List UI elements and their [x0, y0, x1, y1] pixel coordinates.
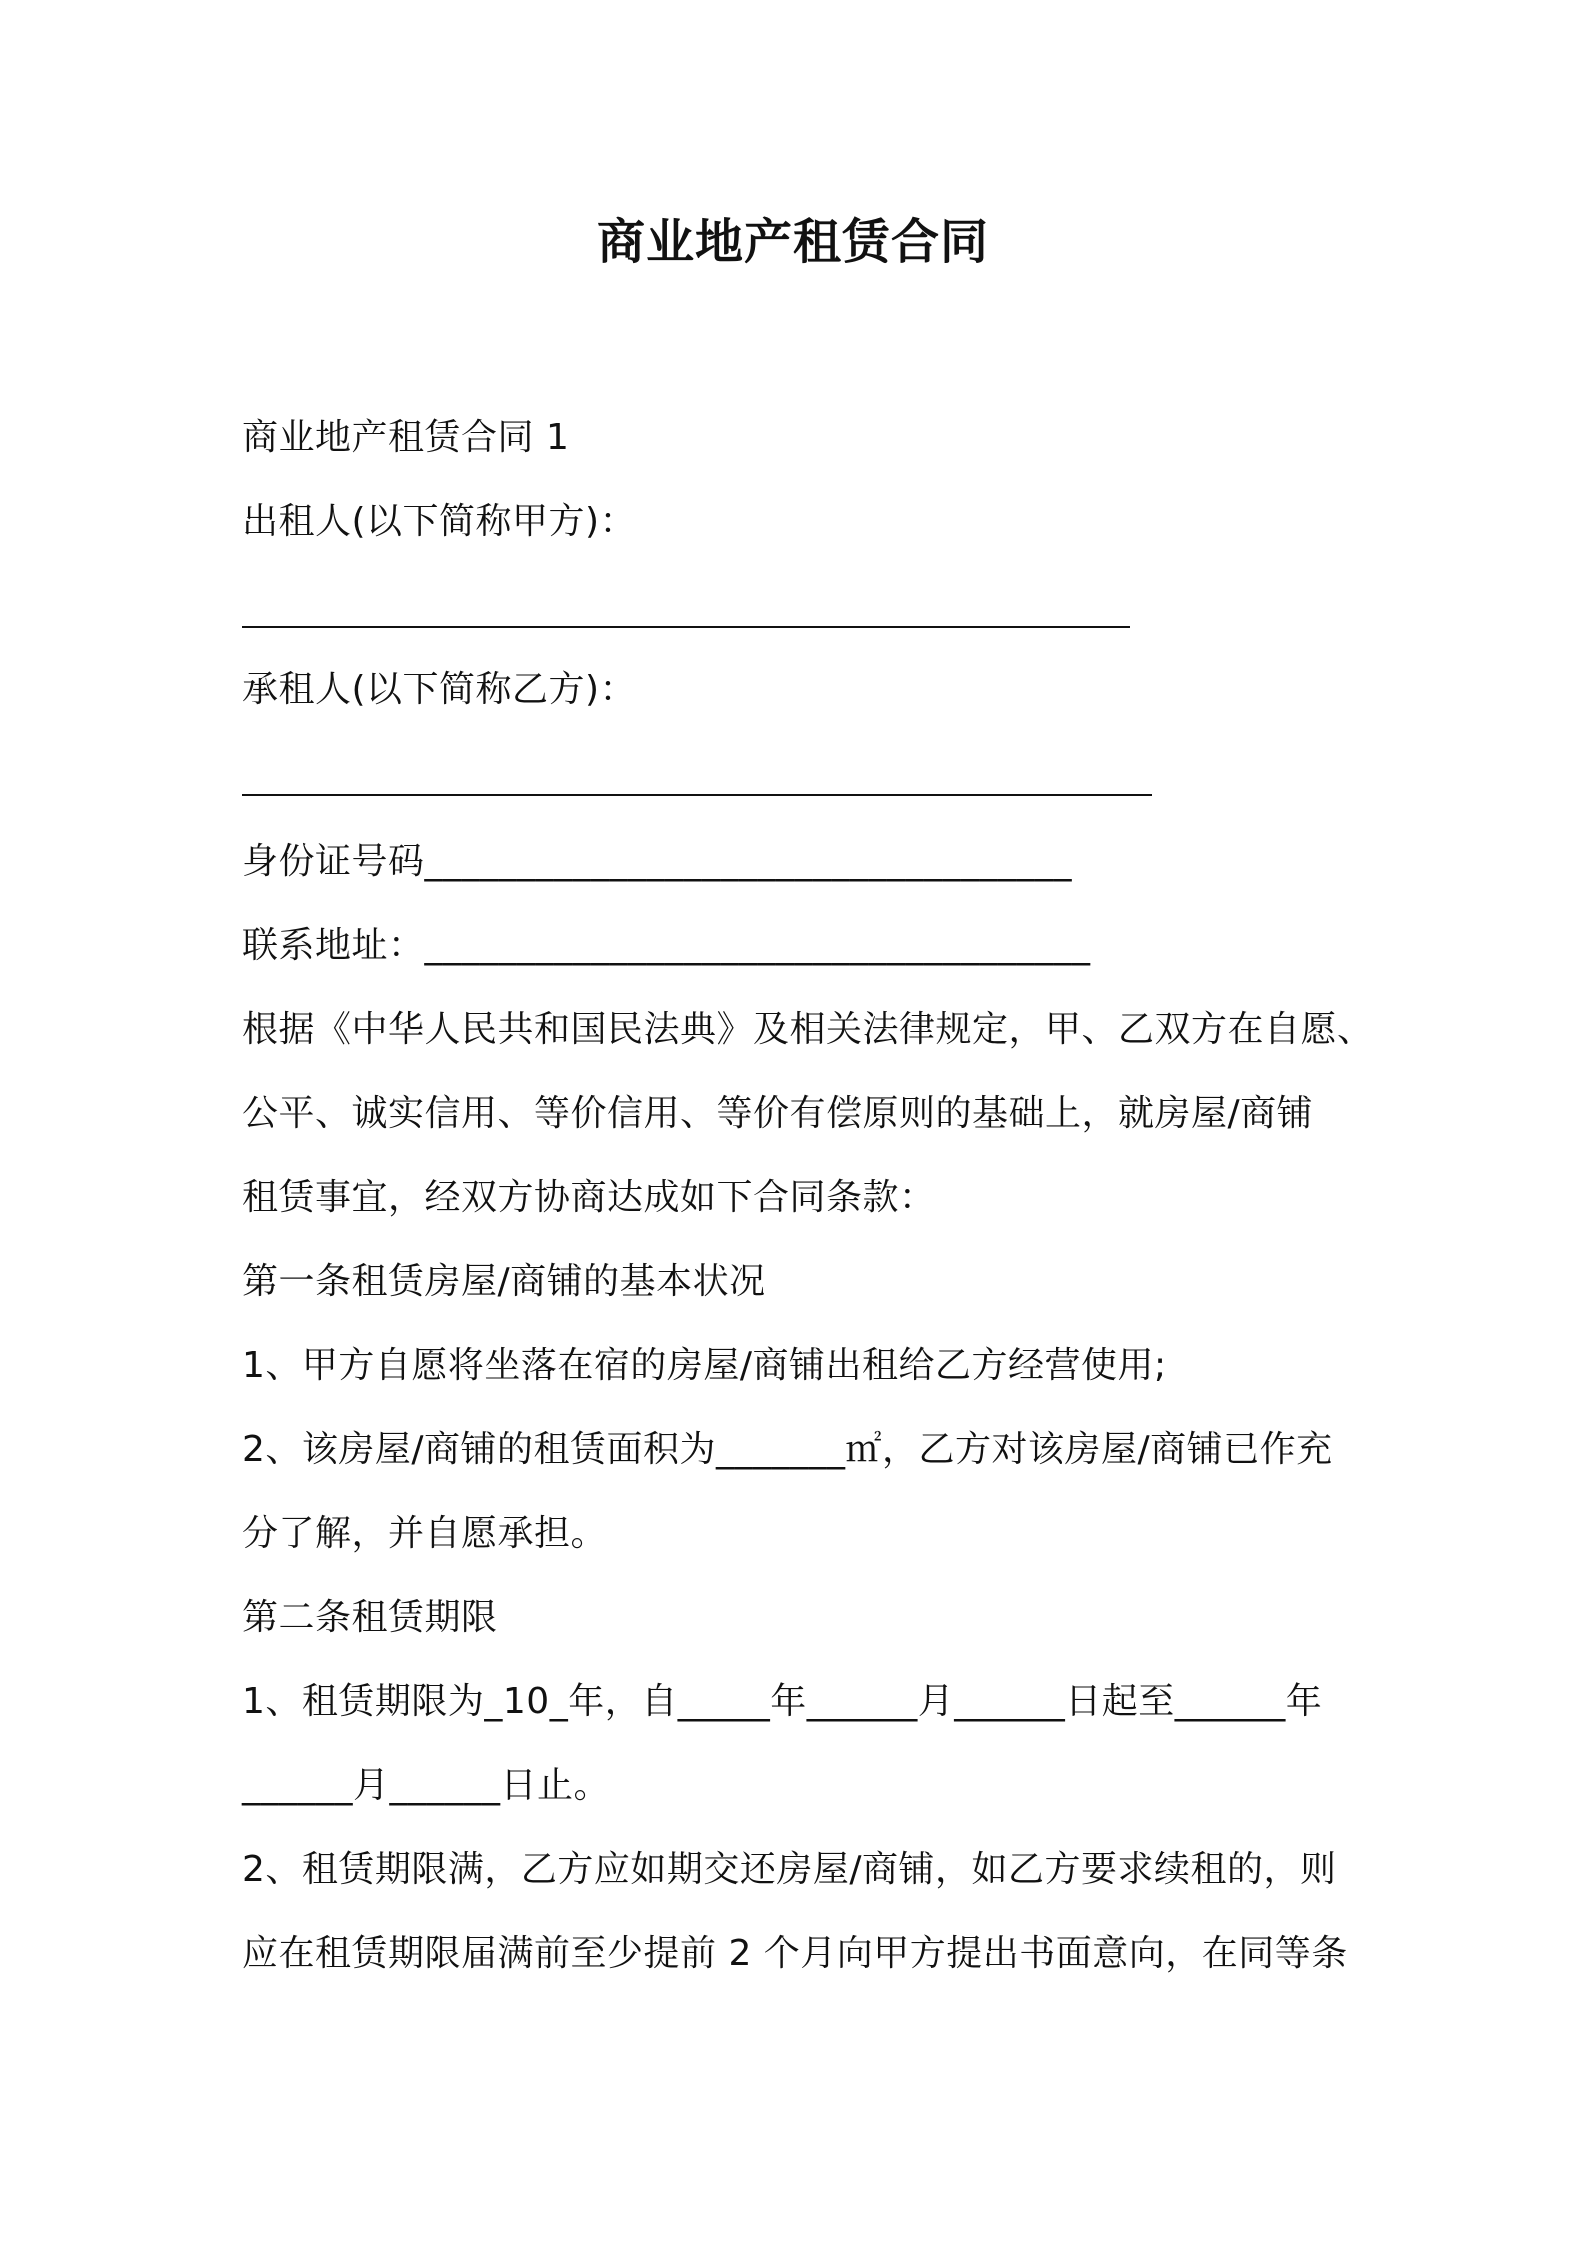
lessee-blank-line — [242, 794, 1152, 796]
clause-line: 2、该房屋/商铺的租赁面积为_______㎡，乙方对该房屋/商铺已作充 — [242, 1429, 1333, 1470]
article-heading: 第二条租赁期限 — [242, 1597, 498, 1638]
clause-line: 1、租赁期限为_10_年，自_____年______月______日起至______年 — [242, 1681, 1323, 1722]
clause-line: 2、租赁期限满，乙方应如期交还房屋/商铺，如乙方要求续租的，则 — [242, 1849, 1337, 1890]
id-number-line: 身份证号码___________________________________ — [242, 841, 1073, 882]
article-heading: 第一条租赁房屋/商铺的基本状况 — [242, 1261, 766, 1302]
contract-subtitle: 商业地产租赁合同 1 — [242, 417, 570, 458]
lessor-blank-line — [242, 626, 1130, 628]
paragraph-line: 公平、诚实信用、等价信用、等价有偿原则的基础上，就房屋/商铺 — [242, 1093, 1314, 1134]
contact-address-line: 联系地址：____________________________________ — [242, 925, 1091, 966]
lessor-label: 出租人(以下简称甲方)： — [242, 501, 637, 542]
paragraph-line: 租赁事宜，经双方协商达成如下合同条款： — [242, 1177, 936, 1218]
clause-line: 应在租赁期限届满前至少提前 2 个月向甲方提出书面意向，在同等条 — [242, 1933, 1348, 1974]
document-title: 商业地产租赁合同 — [596, 214, 989, 270]
clause-line: 1、甲方自愿将坐落在宿的房屋/商铺出租给乙方经营使用; — [242, 1345, 1167, 1386]
paragraph-line: 根据《中华人民共和国民法典》及相关法律规定，甲、乙双方在自愿、 — [242, 1009, 1374, 1050]
clause-line: ______月______日止。 — [242, 1765, 611, 1806]
clause-line: 分了解，并自愿承担。 — [242, 1513, 608, 1554]
lessee-label: 承租人(以下简称乙方)： — [242, 669, 637, 710]
